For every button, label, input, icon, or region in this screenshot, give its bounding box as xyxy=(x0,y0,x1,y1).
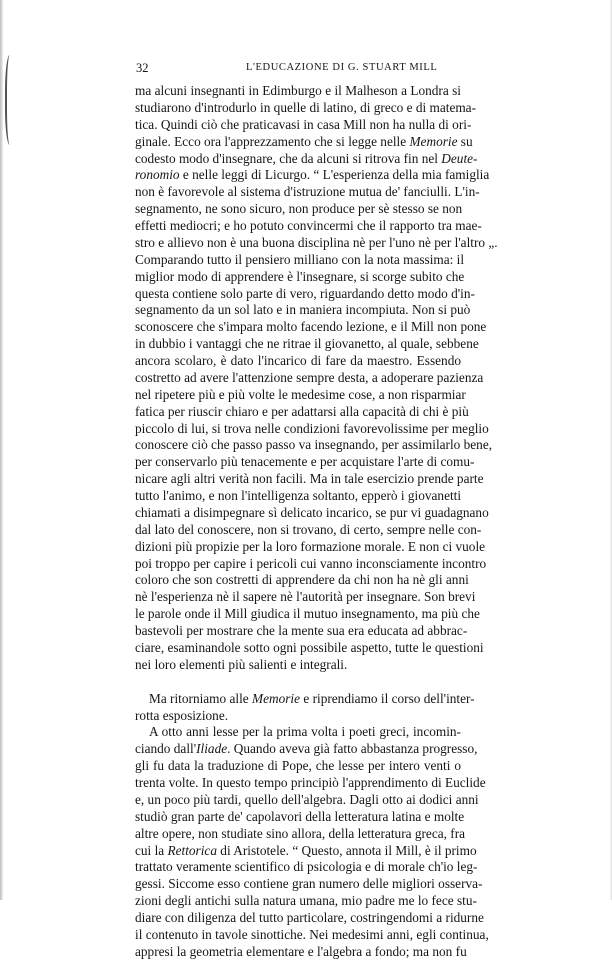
text-line xyxy=(135,623,468,640)
text-segment: e, un poco più tardi, quello dell'algebra. Dagli otto ai dodici anni xyxy=(135,791,479,807)
text-line xyxy=(135,606,480,623)
text-line xyxy=(135,403,469,421)
text-line xyxy=(135,488,461,505)
text-line xyxy=(135,167,490,184)
text-line xyxy=(135,708,461,725)
text-segment: gli fu data la traduzione di Pope, che lesse per intero venti o xyxy=(135,758,461,774)
text-line xyxy=(135,741,478,758)
paragraph xyxy=(135,690,475,725)
text-line xyxy=(135,842,477,860)
italic-text: Iliade xyxy=(196,741,228,757)
text-line xyxy=(135,926,489,944)
text-segment: sconoscere che s'impara molto facendo lezione, e il Mill non pone xyxy=(135,319,487,335)
text-segment: Comparando tutto il pensiero milliano con la nota massima: il xyxy=(135,251,465,267)
text-segment: ancora scolaro, è dato l'incarico di fare da maestro. Essendo xyxy=(135,353,461,368)
text-segment: diare con diligenza del tutto particolare, costringendomi a ridurne xyxy=(135,910,484,925)
text-segment: effetti mediocri; e ho potuto convincermi che il rapporto tra mae- xyxy=(135,218,482,233)
text-segment: nè l'esperienza nè il sapere nè l'autorità per insegnare. Son brevi xyxy=(135,589,476,605)
text-segment: altre opere, non studiate sino allora, della letteratura greca, fra xyxy=(135,825,466,841)
text-segment: stro e allievo non è una buona disciplina nè per l'uno nè per l'altro „. xyxy=(135,234,498,250)
text-segment: di Aristotele. “ Questo, annota il Mill, è il primo xyxy=(216,842,477,858)
text-line xyxy=(135,538,486,556)
text-segment: studiò gran parte de' capolavori della letteratura latina e molte xyxy=(135,808,465,824)
text-line xyxy=(135,150,478,168)
text-segment: ma alcuni insegnanti in Edimburgo e il Malheson a Londra si xyxy=(135,83,461,98)
text-line xyxy=(135,184,480,201)
text-segment: chiamati a disimpegnare sì delicato incarico, se pur vi guadagnano xyxy=(135,504,489,520)
text-segment: A otto anni lesse per la prima volta i poeti greci, incomin- xyxy=(149,724,461,740)
text-segment: segnamento da un sol lato e in maniera incompiuta. Non si può xyxy=(135,302,471,318)
page-left-edge-shadow xyxy=(0,0,3,900)
binding-mark xyxy=(5,55,17,145)
text-segment: Ma ritorniamo alle xyxy=(149,690,253,706)
text-segment: costretto ad avere l'attenzione sempre desta, a adoperare pazienza xyxy=(135,369,484,385)
italic-text: Memorie xyxy=(252,690,301,706)
text-segment: trenta volte. In questo tempo principiò l'apprendimento di Euclide xyxy=(135,775,486,790)
text-segment: dal lato del conoscere, non si trovano, di certo, sempre nelle con- xyxy=(135,521,482,537)
italic-text: Deute- xyxy=(441,150,478,166)
text-segment: segnamento, ne sono sicuro, non produce per sè stesso se non xyxy=(135,201,463,217)
text-segment: tica. Quindi ciò che praticavasi in casa Mill non ha nulla di ori- xyxy=(135,116,472,132)
text-line xyxy=(135,454,475,471)
text-line xyxy=(135,218,482,235)
italic-text: Rettorica xyxy=(167,842,217,858)
text-line xyxy=(135,353,461,370)
text-line xyxy=(135,775,486,792)
text-line xyxy=(135,572,469,589)
body-text xyxy=(135,83,498,961)
text-line xyxy=(135,589,476,606)
text-segment: trattato veramente scientifico di psicologia e di morale ch'io leg- xyxy=(135,859,478,875)
text-line xyxy=(135,555,487,573)
text-segment: miglior modo di apprendere è l'insegnare, si scorge subito che xyxy=(135,268,465,284)
text-segment: bastevoli per mostrare che la mente sua era educata ad abbrac- xyxy=(135,623,468,638)
text-segment: nei loro elementi più salienti e integrali. xyxy=(135,656,348,672)
text-line xyxy=(135,471,484,488)
text-line xyxy=(135,437,493,454)
text-segment: nicare agli altri verità non facili. Ma in tale esercizio prende parte xyxy=(135,471,484,487)
text-segment: il contenuto in tavole sinottiche. Nei medesimi anni, egli continua, xyxy=(135,926,489,942)
italic-text: ronomio xyxy=(135,167,180,183)
text-line xyxy=(135,910,484,927)
page-header xyxy=(134,61,456,77)
text-segment: ciare, esaminandole sotto ogni possibile aspetto, tutte le questioni xyxy=(135,639,484,655)
text-segment: coloro che son costretti di apprendere da chi non ha nè gli anni xyxy=(135,572,469,588)
text-line xyxy=(135,133,473,151)
text-segment: tutto l'animo, e non l'intelligenza soltanto, epperò i giovanetti xyxy=(135,488,462,503)
text-line xyxy=(135,319,487,336)
text-line xyxy=(135,724,461,741)
text-segment: appresi la geometria elementare e l'algebra a fondo; ma non fu xyxy=(135,943,467,959)
text-segment: ginale. Ecco ora l'apprezzamento che si legge nelle xyxy=(135,133,410,149)
page-number: 32 xyxy=(136,61,149,75)
text-line xyxy=(135,302,471,319)
text-line xyxy=(135,99,477,117)
text-line xyxy=(135,639,484,657)
text-segment: cui la xyxy=(135,842,168,858)
text-segment: conoscere ciò che passo passo va insegnando, per assimilarlo bene, xyxy=(135,437,493,453)
text-segment: studiarono d'introdurlo in quelle di latino, di greco e di matema- xyxy=(135,99,477,115)
text-segment: gessi. Siccome esso contiene gran numero delle migliori osserva- xyxy=(135,876,483,892)
italic-text: Memorie xyxy=(409,133,458,149)
text-line xyxy=(135,201,461,218)
text-segment: e nelle leggi di Licurgo. “ L'esperienza della mia famiglia xyxy=(179,167,490,183)
text-segment: nel ripetere più e più volte le medesime cose, a non risparmiar xyxy=(135,386,466,402)
text-line xyxy=(135,876,483,893)
running-title: L'EDUCAZIONE DI G. STUART MILL xyxy=(246,62,438,73)
text-segment: rotta esposizione. xyxy=(135,707,229,723)
text-line xyxy=(135,893,477,910)
text-segment: non è favorevole al sistema d'istruzione mutua de' fanciulli. L'in- xyxy=(135,184,480,200)
text-segment: poi troppo per capire i pericoli cui vanno inconsciamente incontro xyxy=(135,555,487,571)
text-line xyxy=(135,859,478,876)
paragraph xyxy=(135,83,498,674)
text-segment: piccolo di lui, si trova nelle condizioni favorevolissime per meglio xyxy=(135,420,489,436)
text-segment: le parole onde il Mill giudica il mutuo insegnamento, ma più che xyxy=(135,606,480,622)
text-line xyxy=(135,504,489,522)
text-segment: fatica per riuscir chiaro e per adattarsi alla capacità di chi è più xyxy=(135,403,469,419)
text-segment: zioni degli antichi sulla natura umana, mio padre me lo fece stu- xyxy=(135,893,477,909)
text-line xyxy=(135,336,479,353)
text-line xyxy=(135,285,475,303)
text-line xyxy=(135,657,461,674)
text-line xyxy=(135,83,461,100)
text-line xyxy=(135,758,461,775)
text-line xyxy=(135,791,479,809)
text-line xyxy=(135,116,472,134)
text-line xyxy=(135,825,466,843)
text-line xyxy=(135,690,475,708)
text-line xyxy=(135,943,467,961)
text-line xyxy=(135,808,465,826)
text-line xyxy=(135,234,498,252)
text-segment: su xyxy=(457,133,473,149)
text-line xyxy=(135,369,484,387)
text-line xyxy=(135,268,465,286)
paragraph xyxy=(135,724,489,960)
text-segment: ciando dall' xyxy=(135,741,197,757)
text-line xyxy=(135,251,465,269)
text-line xyxy=(135,420,489,438)
text-segment: codesto modo d'insegnare, che da alcuni si ritrova fin nel xyxy=(135,150,442,166)
paragraph-gap xyxy=(135,674,461,691)
text-segment: dizioni più propizie per la loro formazione morale. E non ci vuole xyxy=(135,538,486,554)
text-segment: questa contiene solo parte di vero, riguardando detto modo d'in- xyxy=(135,285,475,301)
text-segment: e riprendiamo il corso dell'inter- xyxy=(300,690,475,706)
text-segment: per conservarlo più tenacemente e per acquistare l'arte di comu- xyxy=(135,454,475,470)
text-line xyxy=(135,521,482,539)
text-segment: . Quando aveva già fatto abbastanza progresso, xyxy=(227,741,478,757)
text-line xyxy=(135,386,466,404)
text-segment: in dubbio i vantaggi che ne ritrae il giovanetto, al quale, sebbene xyxy=(135,336,479,352)
